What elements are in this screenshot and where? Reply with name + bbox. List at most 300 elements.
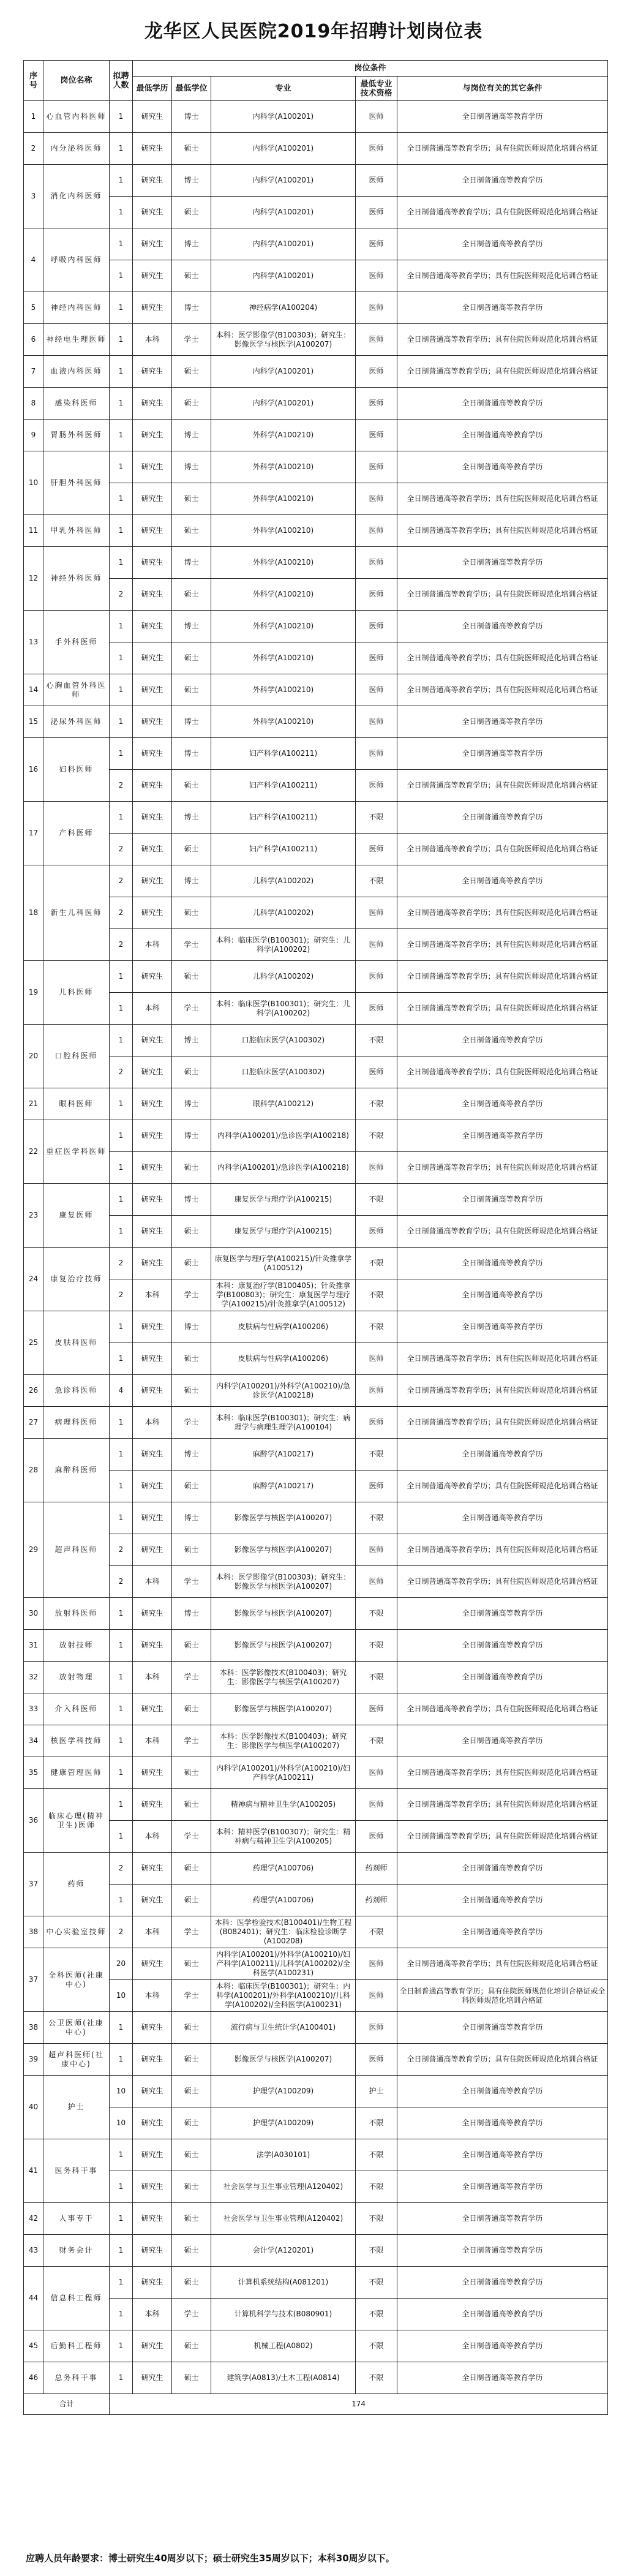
cell-major: 妇产科学(A100211) — [211, 738, 356, 770]
cell-position: 产科医师 — [43, 802, 110, 865]
cell-other: 全日制普通高等教育学历；具有住院医师规范化培训合格证 — [397, 1757, 608, 1789]
cell-position: 放射物理 — [43, 1662, 110, 1693]
cell-degree: 博士 — [172, 451, 211, 483]
table-row — [24, 1343, 608, 1375]
cell-qual: 医师 — [356, 1948, 397, 1980]
cell-qual: 医师 — [356, 420, 397, 451]
table-row — [24, 1407, 608, 1439]
cell-degree: 硕士 — [172, 1248, 211, 1279]
cell-qual: 不限 — [356, 1088, 397, 1120]
cell-other: 全日制普通高等教育学历；具有住院医师规范化培训合格证 — [397, 133, 608, 165]
table-row — [24, 1693, 608, 1725]
total-count: 174 — [110, 2394, 608, 2415]
cell-major: 妇产科学(A100211) — [211, 770, 356, 802]
cell-major: 外科学(A100210) — [211, 515, 356, 547]
table-row — [24, 897, 608, 929]
cell-degree: 硕士 — [172, 1534, 211, 1566]
cell-qual: 医师 — [356, 1821, 397, 1853]
cell-edu: 研究生 — [133, 547, 172, 579]
cell-degree: 硕士 — [172, 2362, 211, 2394]
cell-seq: 45 — [24, 2330, 43, 2362]
cell-seq: 46 — [24, 2362, 43, 2394]
cell-major: 麻醉学(A100217) — [211, 1471, 356, 1502]
table-row — [24, 1725, 608, 1757]
cell-degree: 博士 — [172, 1598, 211, 1630]
cell-edu: 本科 — [133, 993, 172, 1025]
cell-degree: 学士 — [172, 1662, 211, 1693]
cell-seq: 42 — [24, 2203, 43, 2235]
cell-edu: 研究生 — [133, 1693, 172, 1725]
cell-degree: 硕士 — [172, 579, 211, 611]
cell-major: 流行病与卫生统计学(A100401) — [211, 2012, 356, 2044]
cell-edu: 研究生 — [133, 197, 172, 228]
cell-degree: 硕士 — [172, 1343, 211, 1375]
cell-count: 1 — [110, 1184, 133, 1216]
cell-count: 1 — [110, 1789, 133, 1821]
cell-position: 泌尿外科医师 — [43, 706, 110, 738]
cell-edu: 研究生 — [133, 2362, 172, 2394]
cell-count: 1 — [110, 1502, 133, 1534]
table-row — [24, 2076, 608, 2107]
cell-edu: 研究生 — [133, 1056, 172, 1088]
cell-position: 儿科医师 — [43, 961, 110, 1025]
cell-other: 全日制普通高等教育学历 — [397, 2235, 608, 2267]
cell-edu: 研究生 — [133, 1502, 172, 1534]
table-row — [24, 515, 608, 547]
cell-qual: 不限 — [356, 2330, 397, 2362]
cell-edu: 研究生 — [133, 260, 172, 292]
table-row — [24, 1980, 608, 2012]
cell-other: 全日制普通高等教育学历 — [397, 1502, 608, 1534]
cell-qual: 医师 — [356, 1789, 397, 1821]
table-row — [24, 2267, 608, 2299]
cell-qual: 不限 — [356, 2139, 397, 2171]
cell-edu: 研究生 — [133, 2107, 172, 2139]
cell-major: 妇产科学(A100211) — [211, 834, 356, 865]
cell-edu: 本科 — [133, 324, 172, 356]
cell-count: 1 — [110, 1088, 133, 1120]
cell-edu: 本科 — [133, 1725, 172, 1757]
table-row — [24, 133, 608, 165]
cell-position: 全科医师(社康中心) — [43, 1948, 110, 2012]
cell-count: 1 — [110, 483, 133, 515]
cell-other: 全日制普通高等教育学历；具有住院医师规范化培训合格证 — [397, 324, 608, 356]
cell-position: 血液内科医师 — [43, 356, 110, 388]
cell-other: 全日制普通高等教育学历；具有住院医师规范化培训合格证 — [397, 356, 608, 388]
cell-position: 急诊科医师 — [43, 1375, 110, 1407]
cell-edu: 本科 — [133, 1980, 172, 2012]
cell-edu: 本科 — [133, 1916, 172, 1948]
cell-edu: 研究生 — [133, 2330, 172, 2362]
cell-edu: 研究生 — [133, 101, 172, 133]
table-row — [24, 993, 608, 1025]
cell-count: 1 — [110, 1662, 133, 1693]
cell-degree: 硕士 — [172, 1789, 211, 1821]
cell-other: 全日制普通高等教育学历；具有住院医师规范化培训合格证 — [397, 1566, 608, 1598]
cell-degree: 硕士 — [172, 2330, 211, 2362]
cell-major: 眼科学(A100212) — [211, 1088, 356, 1120]
cell-major: 药理学(A100706) — [211, 1853, 356, 1885]
cell-seq: 19 — [24, 961, 43, 1025]
table-row — [24, 451, 608, 483]
cell-qual: 医师 — [356, 228, 397, 260]
cell-seq: 33 — [24, 1693, 43, 1725]
cell-other: 全日制普通高等教育学历 — [397, 1853, 608, 1885]
cell-edu: 研究生 — [133, 1789, 172, 1821]
cell-count: 2 — [110, 1279, 133, 1311]
table-row — [24, 1566, 608, 1598]
cell-major: 护理学(A100209) — [211, 2107, 356, 2139]
cell-major: 内科学(A100201)/外科学(A100210)/妇产科学(A100211) — [211, 1757, 356, 1789]
cell-degree: 博士 — [172, 611, 211, 642]
cell-count: 1 — [110, 2171, 133, 2203]
cell-count: 1 — [110, 2235, 133, 2267]
cell-qual: 医师 — [356, 1216, 397, 1248]
cell-major: 麻醉学(A100217) — [211, 1439, 356, 1471]
cell-qual: 医师 — [356, 2044, 397, 2076]
table-row — [24, 1502, 608, 1534]
cell-other: 全日制普通高等教育学历 — [397, 1248, 608, 1279]
cell-edu: 研究生 — [133, 1471, 172, 1502]
cell-major: 康复医学与理疗学(A100215) — [211, 1184, 356, 1216]
cell-count: 2 — [110, 834, 133, 865]
cell-count: 1 — [110, 1311, 133, 1343]
cell-other: 全日制普通高等教育学历 — [397, 1088, 608, 1120]
cell-major: 外科学(A100210) — [211, 642, 356, 674]
cell-degree: 博士 — [172, 1184, 211, 1216]
page-title: 龙华区人民医院2019年招聘计划岗位表 — [144, 21, 483, 42]
cell-degree: 硕士 — [172, 2235, 211, 2267]
cell-position: 人事专干 — [43, 2203, 110, 2235]
cell-degree: 学士 — [172, 2299, 211, 2330]
cell-count: 1 — [110, 1471, 133, 1502]
cell-edu: 研究生 — [133, 579, 172, 611]
table-row — [24, 1662, 608, 1693]
table-row — [24, 2203, 608, 2235]
cell-qual: 不限 — [356, 2203, 397, 2235]
cell-degree: 学士 — [172, 1821, 211, 1853]
cell-degree: 硕士 — [172, 2139, 211, 2171]
cell-degree: 博士 — [172, 865, 211, 897]
cell-count: 1 — [110, 1120, 133, 1152]
cell-degree: 硕士 — [172, 2076, 211, 2107]
cell-qual: 医师 — [356, 1343, 397, 1375]
cell-qual: 不限 — [356, 2299, 397, 2330]
cell-degree: 硕士 — [172, 356, 211, 388]
table-row — [24, 579, 608, 611]
cell-count: 2 — [110, 929, 133, 961]
cell-seq: 4 — [24, 228, 43, 292]
cell-major: 影像医学与核医学(A100207) — [211, 1534, 356, 1566]
cell-count: 2 — [110, 897, 133, 929]
cell-edu: 研究生 — [133, 1088, 172, 1120]
table-row — [24, 1757, 608, 1789]
cell-other: 全日制普通高等教育学历 — [397, 1439, 608, 1471]
cell-qual: 医师 — [356, 1407, 397, 1439]
cell-position: 健康管理医师 — [43, 1757, 110, 1789]
cell-qual: 不限 — [356, 2107, 397, 2139]
cell-other: 全日制普通高等教育学历 — [397, 2171, 608, 2203]
table-row — [24, 1279, 608, 1311]
cell-major: 社会医学与卫生事业管理(A120402) — [211, 2203, 356, 2235]
cell-major: 内科学(A100201) — [211, 133, 356, 165]
cell-qual: 不限 — [356, 865, 397, 897]
cell-major: 机械工程(A0802) — [211, 2330, 356, 2362]
cell-count: 1 — [110, 1152, 133, 1184]
cell-seq: 22 — [24, 1120, 43, 1184]
cell-other: 全日制普通高等教育学历 — [397, 1598, 608, 1630]
cell-other: 全日制普通高等教育学历；具有住院医师规范化培训合格证 — [397, 961, 608, 993]
cell-degree: 硕士 — [172, 961, 211, 993]
cell-seq: 30 — [24, 1598, 43, 1630]
cell-edu: 研究生 — [133, 834, 172, 865]
cell-other: 全日制普通高等教育学历 — [397, 2267, 608, 2299]
cell-qual: 不限 — [356, 1311, 397, 1343]
cell-other: 全日制普通高等教育学历 — [397, 1184, 608, 1216]
cell-other: 全日制普通高等教育学历 — [397, 388, 608, 420]
cell-edu: 研究生 — [133, 2235, 172, 2267]
cell-count: 1 — [110, 1598, 133, 1630]
cell-qual: 医师 — [356, 993, 397, 1025]
cell-edu: 研究生 — [133, 356, 172, 388]
table-row — [24, 1789, 608, 1821]
cell-major: 康复医学与理疗学(A100215) — [211, 1216, 356, 1248]
cell-other: 全日制普通高等教育学历 — [397, 2330, 608, 2362]
cell-seq: 13 — [24, 611, 43, 674]
cell-degree: 学士 — [172, 1407, 211, 1439]
cell-seq: 35 — [24, 1757, 43, 1789]
cell-seq: 25 — [24, 1311, 43, 1375]
cell-degree: 博士 — [172, 1088, 211, 1120]
cell-degree: 硕士 — [172, 1757, 211, 1789]
cell-other: 全日制普通高等教育学历 — [397, 1120, 608, 1152]
cell-qual: 不限 — [356, 2362, 397, 2394]
cell-count: 1 — [110, 1407, 133, 1439]
cell-major: 内科学(A100201) — [211, 101, 356, 133]
cell-degree: 博士 — [172, 1025, 211, 1056]
cell-other: 全日制普通高等教育学历；具有住院医师规范化培训合格证 — [397, 674, 608, 706]
cell-count: 1 — [110, 1439, 133, 1471]
cell-count: 1 — [110, 674, 133, 706]
cell-other: 全日制普通高等教育学历；具有住院医师规范化培训合格证 — [397, 1343, 608, 1375]
table-row — [24, 2012, 608, 2044]
cell-qual: 医师 — [356, 483, 397, 515]
cell-other: 全日制普通高等教育学历 — [397, 2362, 608, 2394]
cell-degree: 硕士 — [172, 197, 211, 228]
cell-position: 介入科医师 — [43, 1693, 110, 1725]
cell-major: 口腔临床医学(A100302) — [211, 1025, 356, 1056]
table-row — [24, 260, 608, 292]
cell-major: 内科学(A100201) — [211, 260, 356, 292]
table-row — [24, 2107, 608, 2139]
cell-count: 1 — [110, 420, 133, 451]
cell-count: 10 — [110, 2076, 133, 2107]
cell-qual: 药剂师 — [356, 1853, 397, 1885]
table-row — [24, 2299, 608, 2330]
cell-other: 全日制普通高等教育学历 — [397, 2107, 608, 2139]
table-row — [24, 611, 608, 642]
cell-edu: 研究生 — [133, 961, 172, 993]
cell-major: 影像医学与核医学(A100207) — [211, 2044, 356, 2076]
cell-qual: 医师 — [356, 324, 397, 356]
cell-count: 2 — [110, 865, 133, 897]
cell-edu: 研究生 — [133, 1885, 172, 1916]
table-row — [24, 2235, 608, 2267]
cell-count: 1 — [110, 451, 133, 483]
cell-other: 全日制普通高等教育学历 — [397, 1725, 608, 1757]
cell-position: 重症医学科医师 — [43, 1120, 110, 1184]
cell-degree: 学士 — [172, 993, 211, 1025]
cell-other: 全日制普通高等教育学历；具有住院医师规范化培训合格证或全科医师规范化培训合格证 — [397, 1980, 608, 2012]
cell-position: 肝胆外科医师 — [43, 451, 110, 515]
cell-position: 康复治疗技师 — [43, 1248, 110, 1311]
cell-count: 1 — [110, 993, 133, 1025]
cell-degree: 硕士 — [172, 897, 211, 929]
cell-position: 医务科干事 — [43, 2139, 110, 2203]
cell-edu: 研究生 — [133, 897, 172, 929]
table-row — [24, 2330, 608, 2362]
table-row — [24, 2171, 608, 2203]
cell-count: 20 — [110, 1948, 133, 1980]
table-row — [24, 865, 608, 897]
cell-edu: 研究生 — [133, 738, 172, 770]
cell-degree: 博士 — [172, 1311, 211, 1343]
cell-qual: 医师 — [356, 579, 397, 611]
cell-degree: 硕士 — [172, 834, 211, 865]
table-row — [24, 802, 608, 834]
cell-other: 全日制普通高等教育学历 — [397, 2012, 608, 2044]
cell-position: 眼科医师 — [43, 1088, 110, 1120]
cell-major: 外科学(A100210) — [211, 579, 356, 611]
cell-major: 本科：康复治疗学(B100405)；针灸推拿学(B100803)；研究生：康复医学与理疗学(A100215)/针灸推拿学(A100512) — [211, 1279, 356, 1311]
cell-qual: 不限 — [356, 1598, 397, 1630]
cell-edu: 研究生 — [133, 1152, 172, 1184]
cell-edu: 研究生 — [133, 165, 172, 197]
cell-edu: 研究生 — [133, 2044, 172, 2076]
cell-major: 外科学(A100210) — [211, 451, 356, 483]
cell-major: 康复医学与理疗学(A100215)/针灸推拿学(A100512) — [211, 1248, 356, 1279]
cell-other: 全日制普通高等教育学历 — [397, 2139, 608, 2171]
cell-seq: 16 — [24, 738, 43, 802]
cell-major: 内科学(A100201)/外科学(A100210)/急诊医学(A100218) — [211, 1375, 356, 1407]
cell-position: 新生儿科医师 — [43, 865, 110, 961]
table-row — [24, 2362, 608, 2394]
cell-edu: 研究生 — [133, 1343, 172, 1375]
table-row — [24, 2139, 608, 2171]
cell-degree: 硕士 — [172, 1152, 211, 1184]
cell-major: 本科：临床医学(B100301)；研究生：儿科学(A100202) — [211, 929, 356, 961]
table-row — [24, 834, 608, 865]
cell-seq: 3 — [24, 165, 43, 228]
cell-seq: 11 — [24, 515, 43, 547]
cell-edu: 研究生 — [133, 483, 172, 515]
cell-other: 全日制普通高等教育学历 — [397, 1885, 608, 1916]
table-row — [24, 2044, 608, 2076]
table-row — [24, 1471, 608, 1502]
cell-degree: 硕士 — [172, 260, 211, 292]
cell-count: 2 — [110, 1853, 133, 1885]
cell-seq: 28 — [24, 1439, 43, 1502]
cell-seq: 20 — [24, 1025, 43, 1088]
table-row — [24, 165, 608, 197]
cell-degree: 硕士 — [172, 1471, 211, 1502]
cell-qual: 医师 — [356, 1056, 397, 1088]
cell-major: 皮肤病与性病学(A100206) — [211, 1311, 356, 1343]
cell-edu: 研究生 — [133, 1630, 172, 1662]
cell-edu: 研究生 — [133, 2012, 172, 2044]
cell-major: 内科学(A100201) — [211, 228, 356, 260]
cell-seq: 40 — [24, 2076, 43, 2139]
cell-qual: 不限 — [356, 2267, 397, 2299]
cell-major: 本科：医学影像技术(B100403)；研究生：影像医学与核医学(A100207) — [211, 1725, 356, 1757]
table-row — [24, 1088, 608, 1120]
cell-major: 影像医学与核医学(A100207) — [211, 1502, 356, 1534]
cell-major: 法学(A030101) — [211, 2139, 356, 2171]
cell-qual: 医师 — [356, 1566, 397, 1598]
cell-seq: 15 — [24, 706, 43, 738]
cell-count: 1 — [110, 356, 133, 388]
cell-degree: 学士 — [172, 929, 211, 961]
cell-other: 全日制普通高等教育学历 — [397, 420, 608, 451]
cell-qual: 医师 — [356, 674, 397, 706]
table-row — [24, 706, 608, 738]
cell-other: 全日制普通高等教育学历 — [397, 1311, 608, 1343]
cell-seq: 37 — [24, 1948, 43, 2012]
cell-major: 外科学(A100210) — [211, 674, 356, 706]
cell-edu: 研究生 — [133, 1025, 172, 1056]
cell-qual: 医师 — [356, 770, 397, 802]
cell-major: 本科：医学检验技术(B100401)/生物工程(B082401)；研究生：临床检验诊断学(A100208) — [211, 1916, 356, 1948]
cell-edu: 研究生 — [133, 420, 172, 451]
cell-count: 1 — [110, 101, 133, 133]
cell-edu: 研究生 — [133, 865, 172, 897]
table-row — [24, 1534, 608, 1566]
cell-count: 1 — [110, 547, 133, 579]
cell-edu: 本科 — [133, 1662, 172, 1693]
cell-count: 1 — [110, 802, 133, 834]
cell-qual: 不限 — [356, 1725, 397, 1757]
cell-count: 1 — [110, 738, 133, 770]
cell-seq: 5 — [24, 292, 43, 324]
cell-other: 全日制普通高等教育学历 — [397, 738, 608, 770]
cell-edu: 研究生 — [133, 292, 172, 324]
cell-major: 儿科学(A100202) — [211, 961, 356, 993]
cell-other: 全日制普通高等教育学历 — [397, 2203, 608, 2235]
cell-seq: 14 — [24, 674, 43, 706]
cell-major: 内科学(A100201) — [211, 197, 356, 228]
cell-qual: 不限 — [356, 2235, 397, 2267]
cell-edu: 研究生 — [133, 388, 172, 420]
cell-major: 会计学(A120201) — [211, 2235, 356, 2267]
cell-major: 药理学(A100706) — [211, 1885, 356, 1916]
cell-other: 全日制普通高等教育学历 — [397, 547, 608, 579]
cell-qual: 医师 — [356, 1693, 397, 1725]
cell-edu: 研究生 — [133, 133, 172, 165]
cell-count: 1 — [110, 2299, 133, 2330]
cell-position: 消化内科医师 — [43, 165, 110, 228]
cell-degree: 学士 — [172, 1725, 211, 1757]
cell-degree: 硕士 — [172, 2171, 211, 2203]
cell-edu: 研究生 — [133, 1216, 172, 1248]
cell-major: 外科学(A100210) — [211, 483, 356, 515]
table-body — [24, 101, 608, 2394]
age-requirement-note: 应聘人员年龄要求：博士研究生40周岁以下；硕士研究生35周岁以下；本科30周岁以下。 — [26, 2553, 395, 2564]
cell-other: 全日制普通高等教育学历 — [397, 2299, 608, 2330]
cell-edu: 研究生 — [133, 1853, 172, 1885]
cell-seq: 17 — [24, 802, 43, 865]
cell-position: 神经外科医师 — [43, 547, 110, 611]
cell-major: 本科：医学影像学(B100303)；研究生：影像医学与核医学(A100207) — [211, 1566, 356, 1598]
